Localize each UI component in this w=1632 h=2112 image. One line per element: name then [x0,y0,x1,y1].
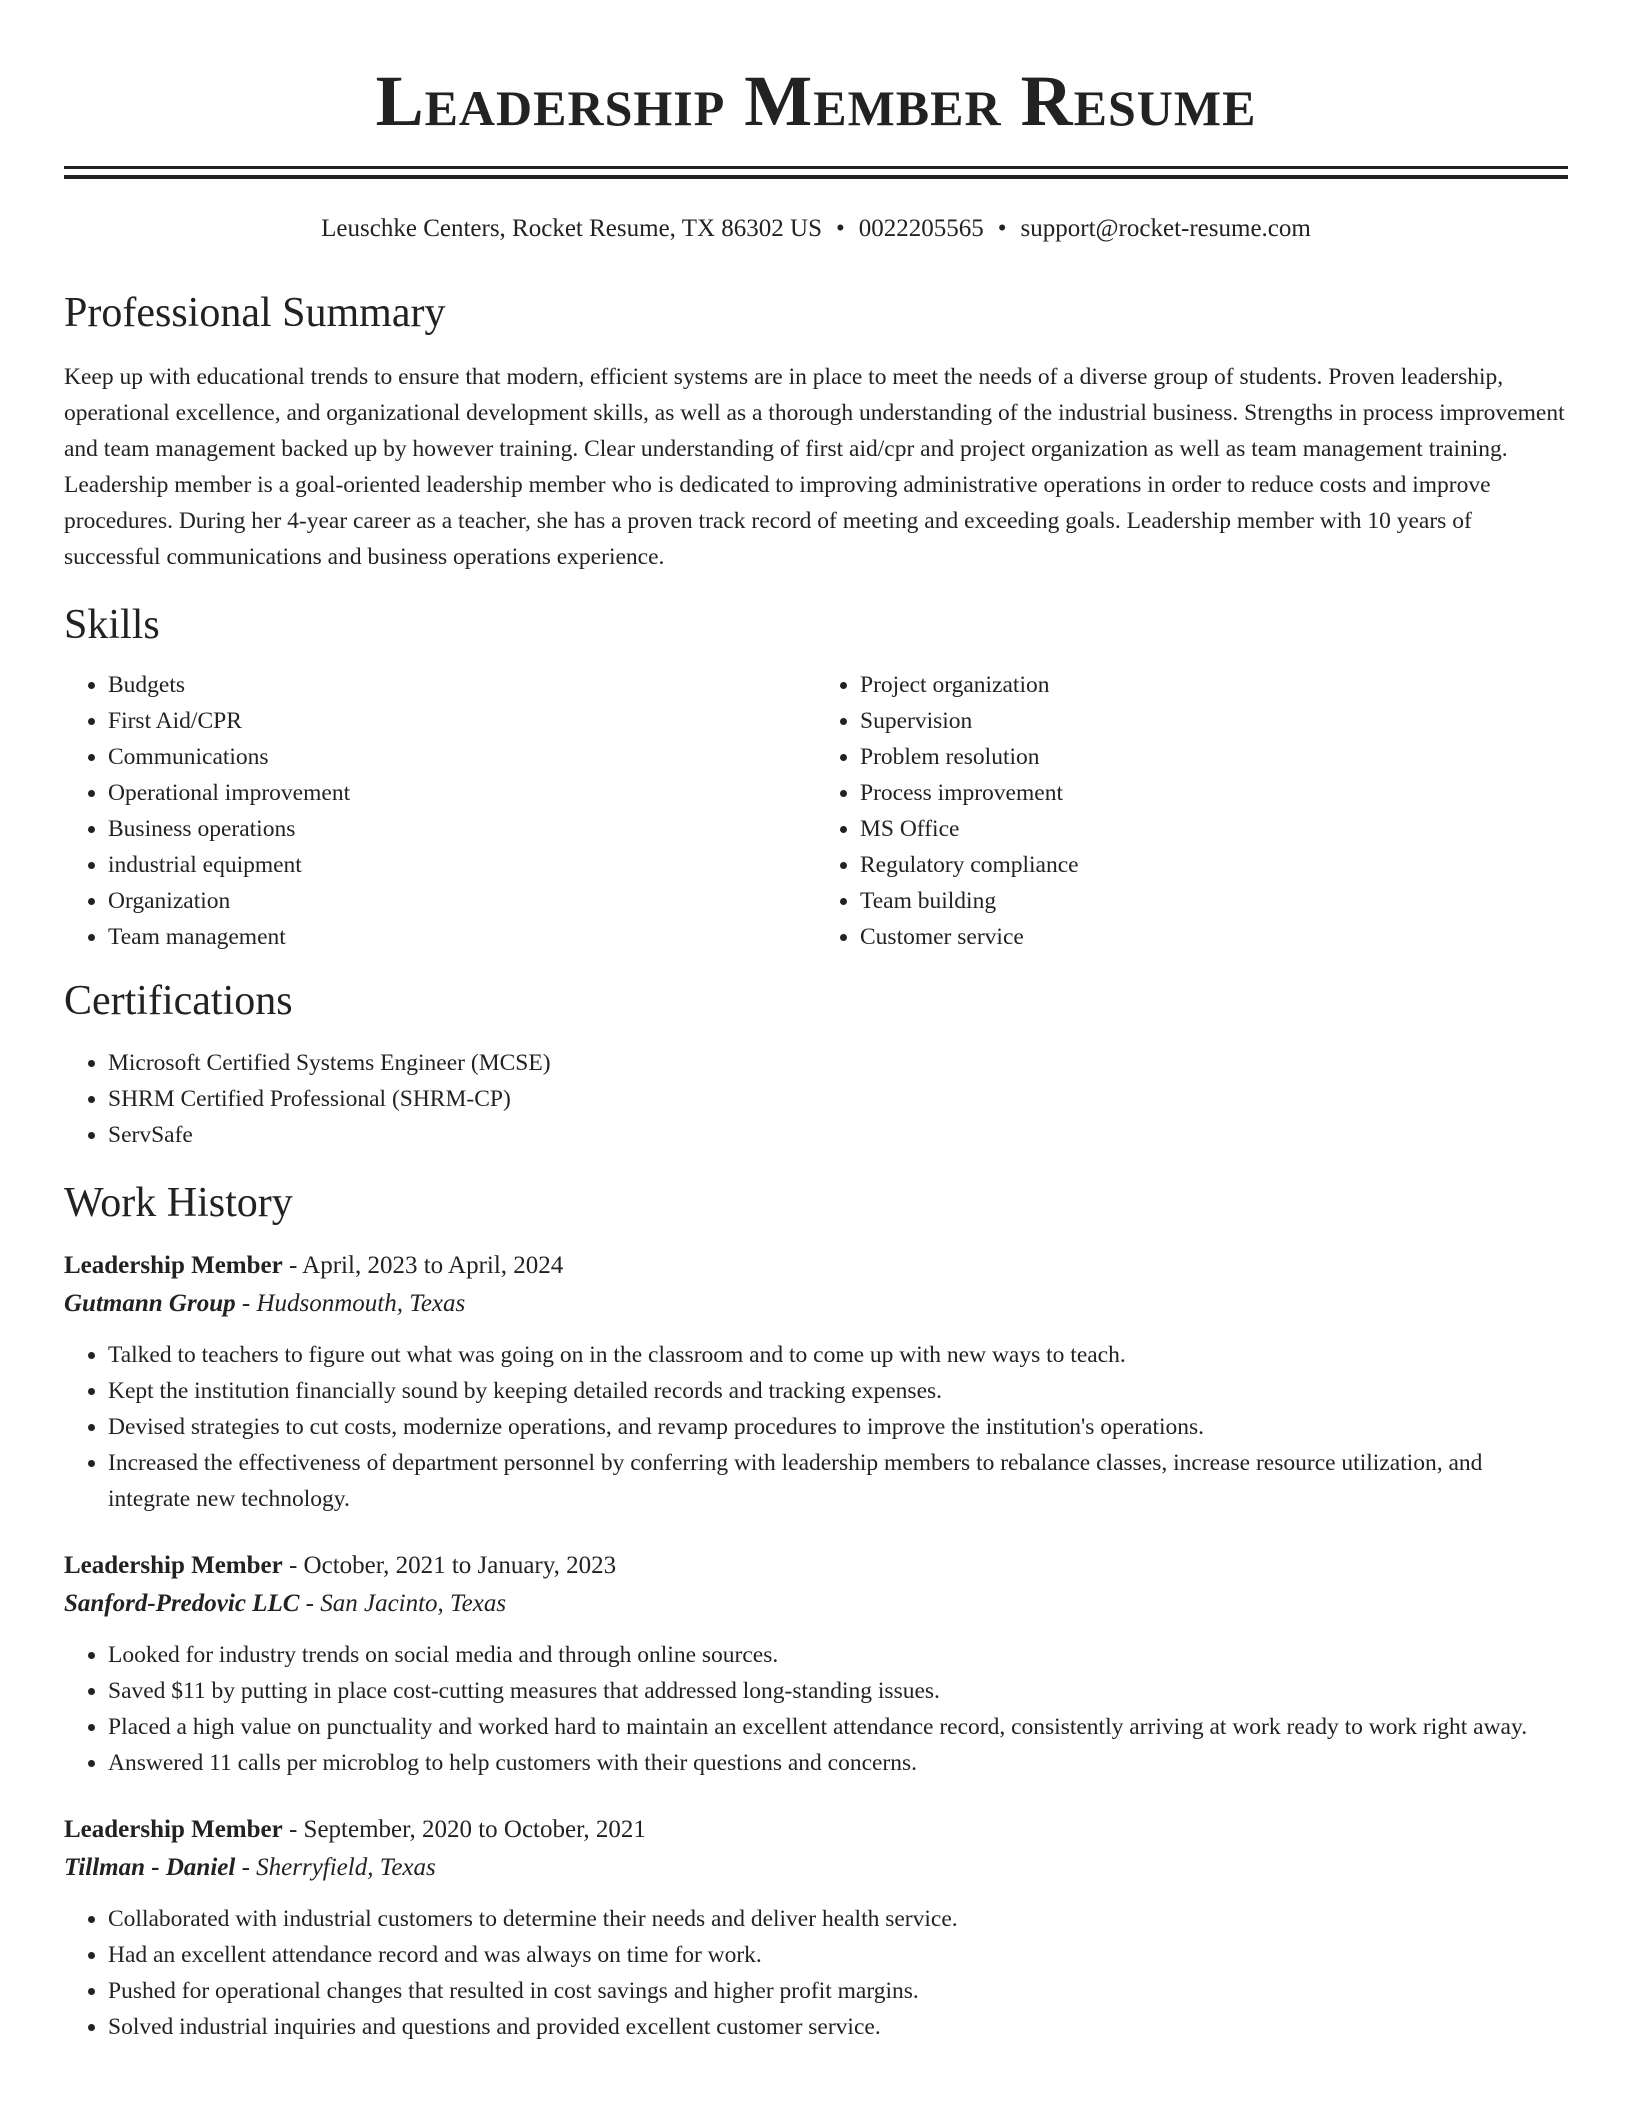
resume-title: Leadership Member Resume [375,61,1257,141]
job-location: Sherryfield, Texas [256,1854,436,1881]
skill-item: • Organization [108,883,816,919]
contact-phone: 0022205565 [858,215,984,242]
skill-item: • Communications [108,739,816,775]
job-bullet: • Kept the institution financially sound by keeping detailed records and tracking expenses. [108,1373,1568,1409]
skill-item: • Team management [108,919,816,955]
contact-separator: • [997,215,1007,242]
skill-item: • Supervision [860,703,1568,739]
job-dates: April, 2023 to April, 2024 [302,1252,564,1279]
job-company: Sanford-Predovic LLC [64,1590,300,1617]
skill-item: • Customer service [860,919,1568,955]
job-company-line: Sanford-Predovic LLC - San Jacinto, Texas [64,1590,507,1617]
skills-column-right [816,667,1568,955]
job-dates: September, 2020 to October, 2021 [303,1816,646,1843]
job-entry [64,1547,1568,1781]
skill-item: • Budgets [108,667,816,703]
job-title: Leadership Member [64,1816,283,1843]
job-title: Leadership Member [64,1552,283,1579]
job-title-line: Leadership Member - April, 2023 to April, 2024 [64,1252,564,1279]
job-bullets [64,1337,1568,1517]
skills-list [64,667,1568,955]
job-bullet: • Talked to teachers to figure out what was going on in the classroom and to come up with new ways to teach. [108,1337,1568,1373]
job-entry [64,1811,1568,2045]
job-bullet: • Had an excellent attendance record and was always on time for work. [108,1937,1568,1973]
contact-line [64,211,1568,247]
skills-column-left [64,667,816,955]
job-title: Leadership Member [64,1252,283,1279]
certifications-list [64,1045,1568,1153]
summary-heading: Professional Summary [64,290,446,336]
job-bullet: • Increased the effectiveness of department personnel by conferring with leadership members to rebalance classes, increase resource utilization, and integrate new technology. [108,1445,1568,1517]
job-company-line: Gutmann Group - Hudsonmouth, Texas [64,1290,466,1317]
certifications-heading: Certifications [64,978,293,1024]
job-bullet: • Placed a high value on punctuality and worked hard to maintain an excellent attendance record, consistently arriving at work ready to work right away. [108,1709,1568,1745]
certification-item: • ServSafe [108,1117,1568,1153]
skill-item: • industrial equipment [108,847,816,883]
job-bullets [64,1901,1568,2045]
contact-email: support@rocket-resume.com [1020,215,1311,242]
job-bullet: • Pushed for operational changes that resulted in cost savings and higher profit margins. [108,1973,1568,2009]
skill-item: • MS Office [860,811,1568,847]
contact-address: Leuschke Centers, Rocket Resume, TX 86302 US [321,215,822,242]
skill-item: • Operational improvement [108,775,816,811]
summary-text: Keep up with educational trends to ensure that modern, efficient systems are in place to meet the needs of a diverse group of students. Proven leadership, operational excellence, and organizational development skills, as well as a thorough understanding of the industrial business. Strengths in process improvement and team management backed up by however training. Clear understanding of first aid/cpr and project organization as well as team management training. Leadership member is a goal-oriented leadership member who is dedicated to improving administrative operations in order to reduce costs and improve procedures. During her 4-year career as a teacher, she has a proven track record of meeting and exceeding goals. Leadership member with 10 years of successful communications and business operations experience. [64,364,1565,570]
job-bullet: • Looked for industry trends on social media and through online sources. [108,1637,1568,1673]
job-title-line: Leadership Member - October, 2021 to January, 2023 [64,1552,617,1579]
skill-item: • Process improvement [860,775,1568,811]
job-company-line: Tillman - Daniel - Sherryfield, Texas [64,1854,436,1881]
certification-item: • SHRM Certified Professional (SHRM-CP) [108,1081,1568,1117]
job-company: Gutmann Group [64,1290,236,1317]
certification-item: • Microsoft Certified Systems Engineer (MCSE) [108,1045,1568,1081]
job-bullet: • Collaborated with industrial customers to determine their needs and deliver health service. [108,1901,1568,1937]
skill-item: • Team building [860,883,1568,919]
job-bullet: • Saved $11 by putting in place cost-cutting measures that addressed long-standing issues. [108,1673,1568,1709]
skill-item: • First Aid/CPR [108,703,816,739]
skill-item: • Problem resolution [860,739,1568,775]
job-bullets [64,1637,1568,1781]
job-location: San Jacinto, Texas [320,1590,507,1617]
job-bullet: • Devised strategies to cut costs, modernize operations, and revamp procedures to improve the institution's operations. [108,1409,1568,1445]
job-dates: October, 2021 to January, 2023 [303,1552,617,1579]
resume-page [64,0,1568,2045]
job-bullet: • Solved industrial inquiries and questions and provided excellent customer service. [108,2009,1568,2045]
work-history-heading: Work History [64,1180,293,1226]
job-bullet: • Answered 11 calls per microblog to help customers with their questions and concerns. [108,1745,1568,1781]
skill-item: • Regulatory compliance [860,847,1568,883]
job-company: Tillman - Daniel [64,1854,236,1881]
job-location: Hudsonmouth, Texas [256,1290,466,1317]
skill-item: • Project organization [860,667,1568,703]
contact-separator: • [836,215,845,242]
job-entry [64,1247,1568,1517]
title-divider-bottom [64,175,1568,179]
skills-heading: Skills [64,602,160,648]
skill-item: • Business operations [108,811,816,847]
job-title-line: Leadership Member - September, 2020 to October, 2021 [64,1816,646,1843]
